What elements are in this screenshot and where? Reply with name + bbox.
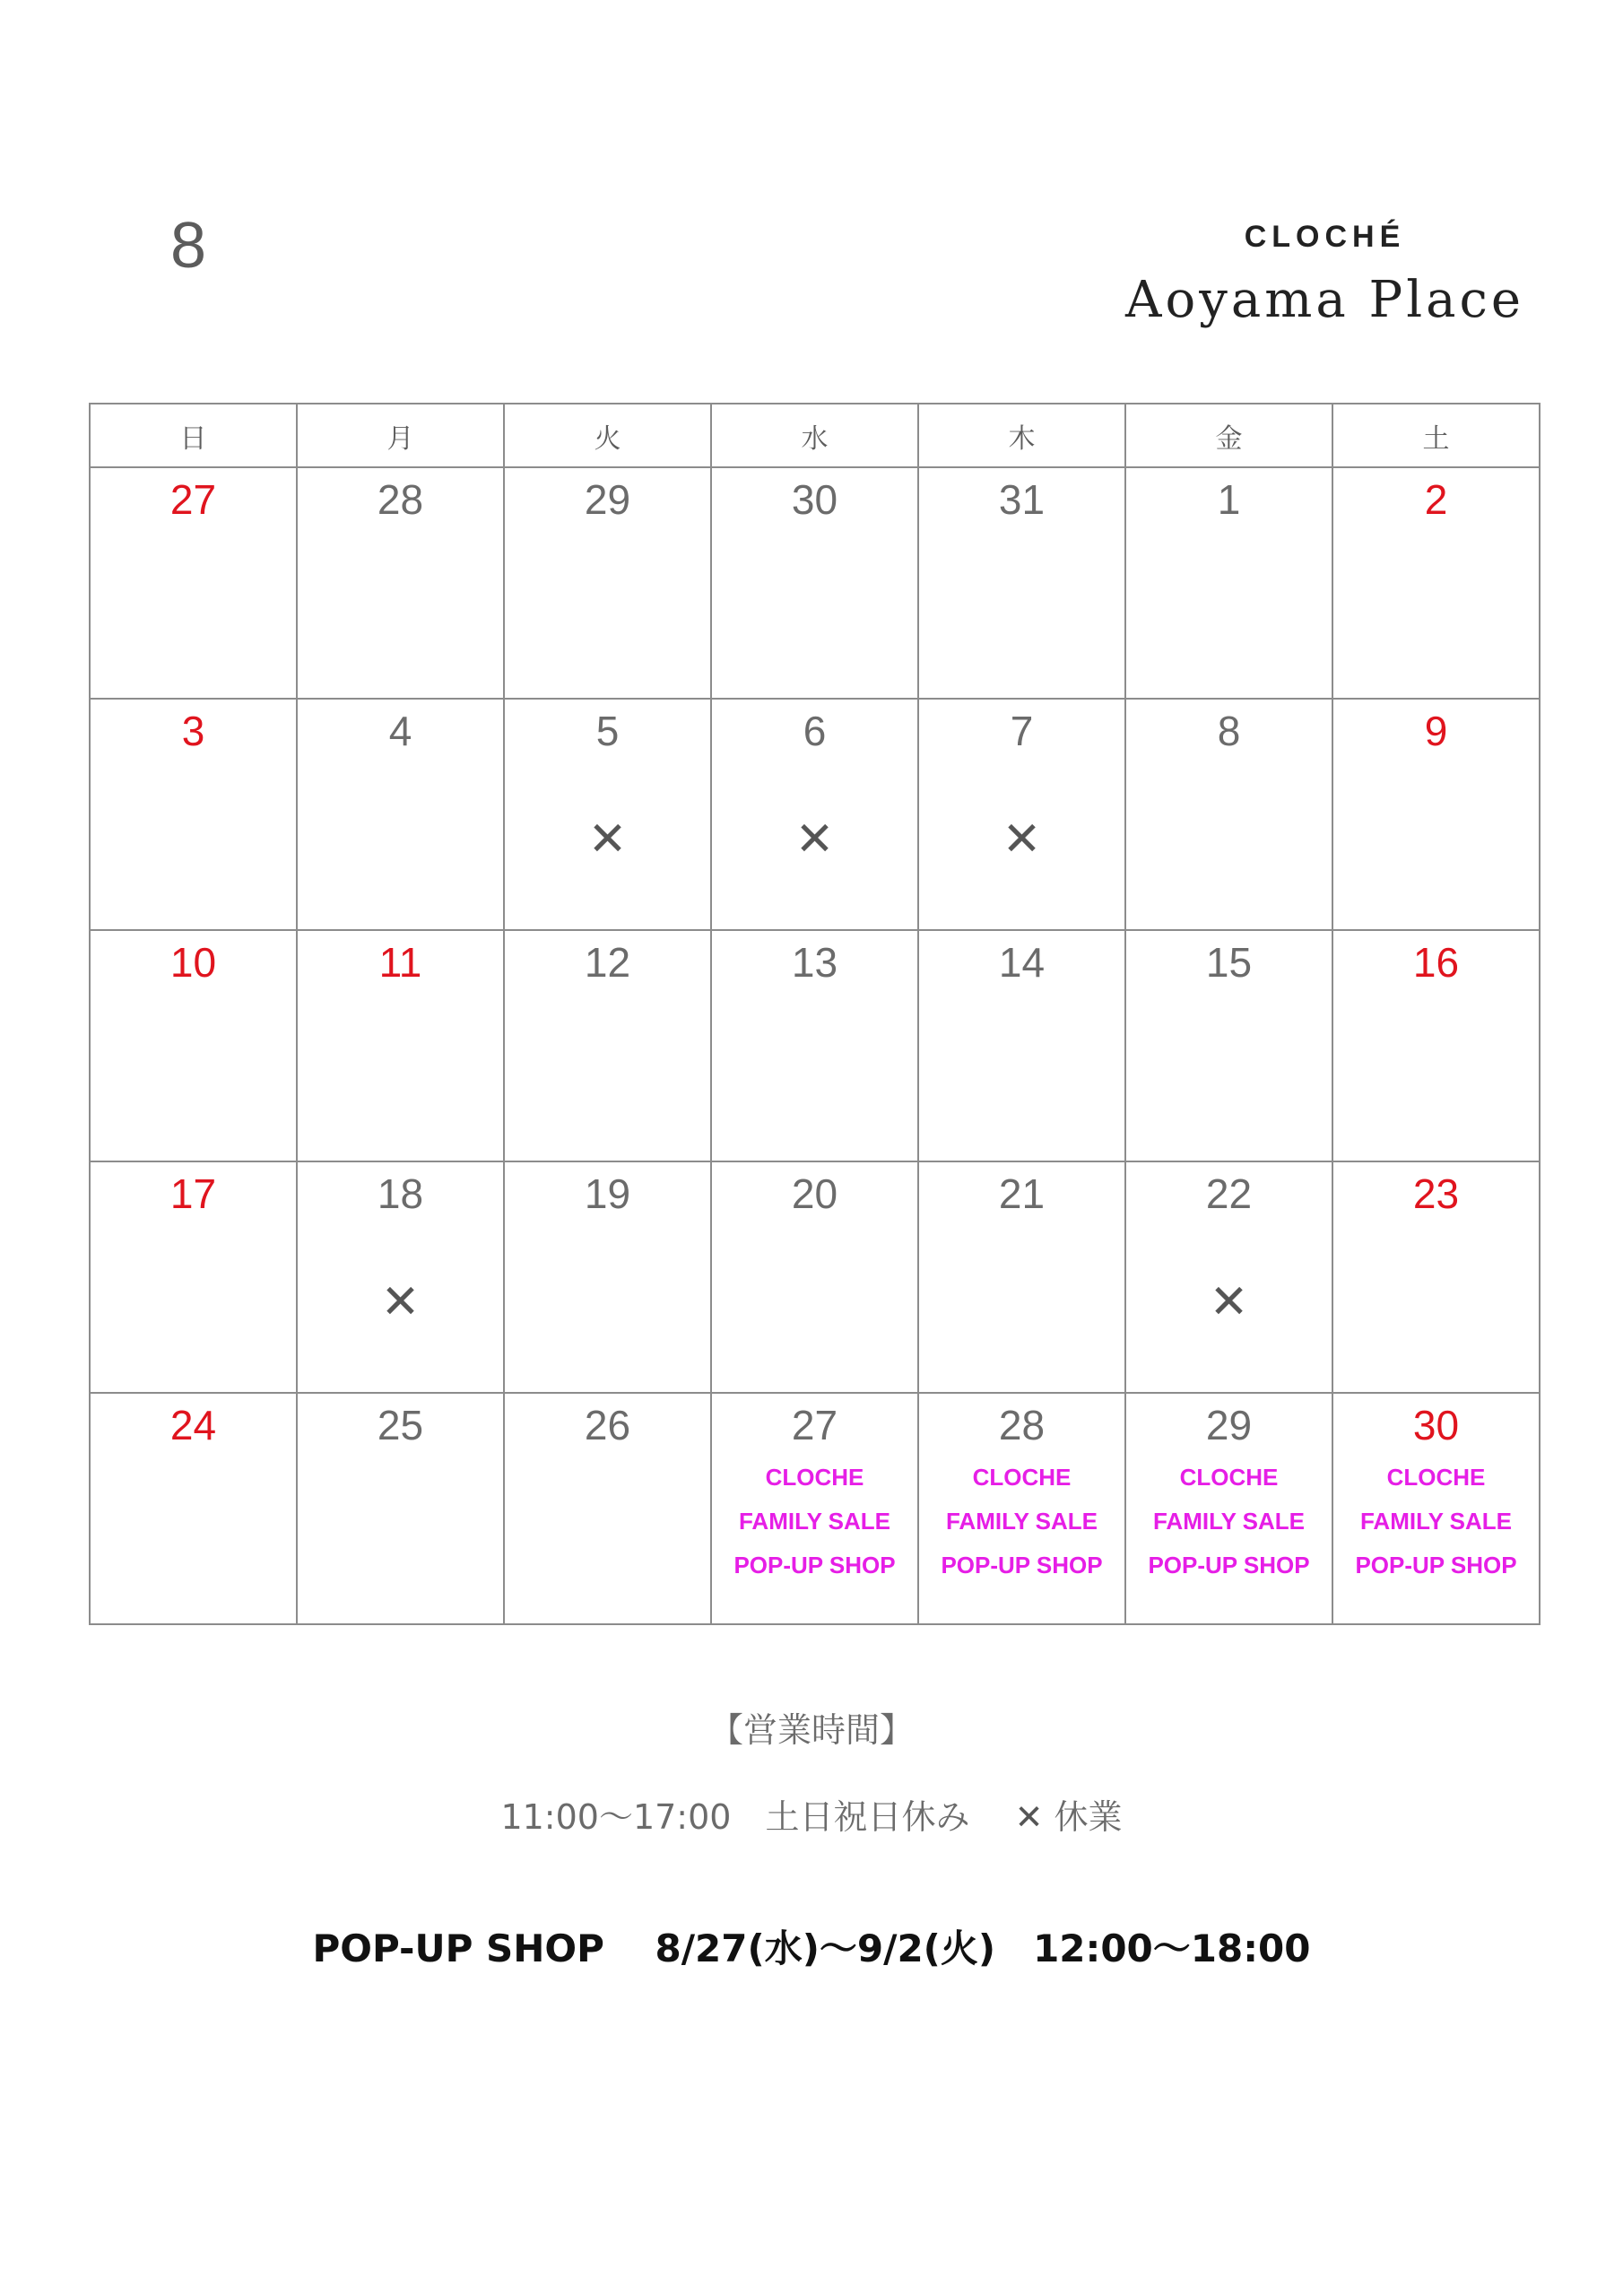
calendar-day-cell [1125,930,1332,1161]
event-label: CLOCHE [1179,1464,1279,1492]
business-hours-line [0,1789,1623,1839]
day-number: 21 [998,1170,1046,1217]
calendar-week-row [90,930,1540,1161]
calendar-day-cell [1332,930,1540,1161]
calendar-day-cell [1125,467,1332,699]
calendar-day-cell [297,467,504,699]
calendar-day-cell [504,1393,711,1624]
day-number: 16 [1412,939,1460,986]
event-label: CLOCHE [765,1464,864,1492]
day-number: 31 [998,476,1046,523]
event-label: POP-UP SHOP [1355,1552,1517,1579]
closed-legend-label: 休業 [1054,1797,1123,1837]
event-label: FAMILY SALE [1359,1508,1513,1535]
closed-icon: ✕ [794,813,835,866]
calendar-day-cell [1332,1393,1540,1624]
calendar-day-cell [711,930,918,1161]
day-number: 30 [1412,1402,1460,1448]
calendar-day-cell [1125,1393,1332,1624]
calendar-day-cell [918,1393,1125,1624]
day-number: 13 [791,939,838,986]
brand-logo [1125,220,1524,329]
calendar-day-cell [1332,699,1540,930]
day-number: 1 [1217,476,1241,523]
day-number: 6 [803,708,827,754]
calendar-day-cell [504,467,711,699]
day-number: 29 [584,476,631,523]
day-number: 10 [169,939,217,986]
calendar-day-cell [711,1161,918,1393]
calendar-day-cell [90,467,297,699]
calendar-week-row [90,1161,1540,1393]
calendar-day-cell [90,1161,297,1393]
event-label: CLOCHE [972,1464,1072,1492]
event-label: FAMILY SALE [738,1508,891,1535]
day-number: 22 [1205,1170,1253,1217]
day-number: 24 [169,1402,217,1448]
calendar-day-cell [1125,699,1332,930]
event-label: POP-UP SHOP [733,1552,896,1579]
calendar-day-cell [1332,1161,1540,1393]
calendar-day-cell [918,1161,1125,1393]
day-number: 18 [377,1170,424,1217]
store-name: Aoyama Place [1125,271,1524,329]
calendar-day-cell [918,467,1125,699]
weekday-header: 日 [90,404,297,467]
day-number: 30 [791,476,838,523]
regular-closed-days: 土日祝日休み [765,1797,970,1837]
weekday-header: 木 [918,404,1125,467]
calendar-day-cell [90,930,297,1161]
day-number: 27 [169,476,217,523]
day-number: 28 [998,1402,1046,1448]
event-label: FAMILY SALE [1152,1508,1306,1535]
weekday-header: 土 [1332,404,1540,467]
day-number: 20 [791,1170,838,1217]
calendar-week-row [90,699,1540,930]
day-number: 25 [377,1402,424,1448]
calendar-day-cell [711,1393,918,1624]
day-number: 23 [1412,1170,1460,1217]
day-number: 26 [584,1402,631,1448]
popup-shop-info: POP-UP SHOP 8/27(水)〜9/2(火) 12:00〜18:00 [312,1926,1311,1970]
calendar-body [90,467,1540,1624]
calendar-day-cell [1125,1161,1332,1393]
closed-icon: ✕ [1014,1797,1044,1837]
day-number: 11 [378,939,422,986]
calendar-week-row [90,467,1540,699]
event-label: FAMILY SALE [945,1508,1098,1535]
day-number: 2 [1424,476,1448,523]
calendar-day-cell [90,1393,297,1624]
calendar-day-cell [1332,467,1540,699]
closed-icon: ✕ [587,813,628,866]
calendar-day-cell [297,930,504,1161]
event-label: POP-UP SHOP [1148,1552,1310,1579]
closed-icon: ✕ [1002,813,1042,866]
day-number: 9 [1424,708,1448,754]
day-number: 14 [998,939,1046,986]
weekday-header: 火 [504,404,711,467]
calendar-day-cell [711,467,918,699]
day-number: 19 [584,1170,631,1217]
calendar-grid [89,403,1541,1625]
calendar-day-cell [918,699,1125,930]
calendar-day-cell [90,699,297,930]
calendar-week-row [90,1393,1540,1624]
closed-icon: ✕ [380,1275,421,1329]
weekday-header-row [90,404,1540,467]
brand-wordmark: CLOCHÉ [1244,220,1406,254]
calendar-day-cell [918,930,1125,1161]
calendar-day-cell [297,699,504,930]
calendar-day-cell [711,699,918,930]
day-number: 5 [595,708,620,754]
day-number: 12 [584,939,631,986]
weekday-header: 金 [1125,404,1332,467]
day-number: 28 [377,476,424,523]
event-label: CLOCHE [1386,1464,1486,1492]
calendar-day-cell [504,1161,711,1393]
day-number: 7 [1010,708,1034,754]
calendar-day-cell [504,930,711,1161]
calendar-day-cell [297,1393,504,1624]
day-number: 27 [791,1402,838,1448]
day-number: 29 [1205,1402,1253,1448]
month-number: 8 [170,210,207,282]
calendar-day-cell [297,1161,504,1393]
weekday-header: 水 [711,404,918,467]
closed-icon: ✕ [1209,1275,1249,1329]
day-number: 4 [388,708,412,754]
business-hours-title: 【営業時間】 [708,1710,914,1750]
business-hours-time: 11:00〜17:00 [500,1797,732,1837]
day-number: 17 [169,1170,217,1217]
calendar-day-cell [504,699,711,930]
day-number: 8 [1217,708,1241,754]
event-label: POP-UP SHOP [941,1552,1103,1579]
weekday-header: 月 [297,404,504,467]
day-number: 3 [181,708,205,754]
day-number: 15 [1205,939,1253,986]
